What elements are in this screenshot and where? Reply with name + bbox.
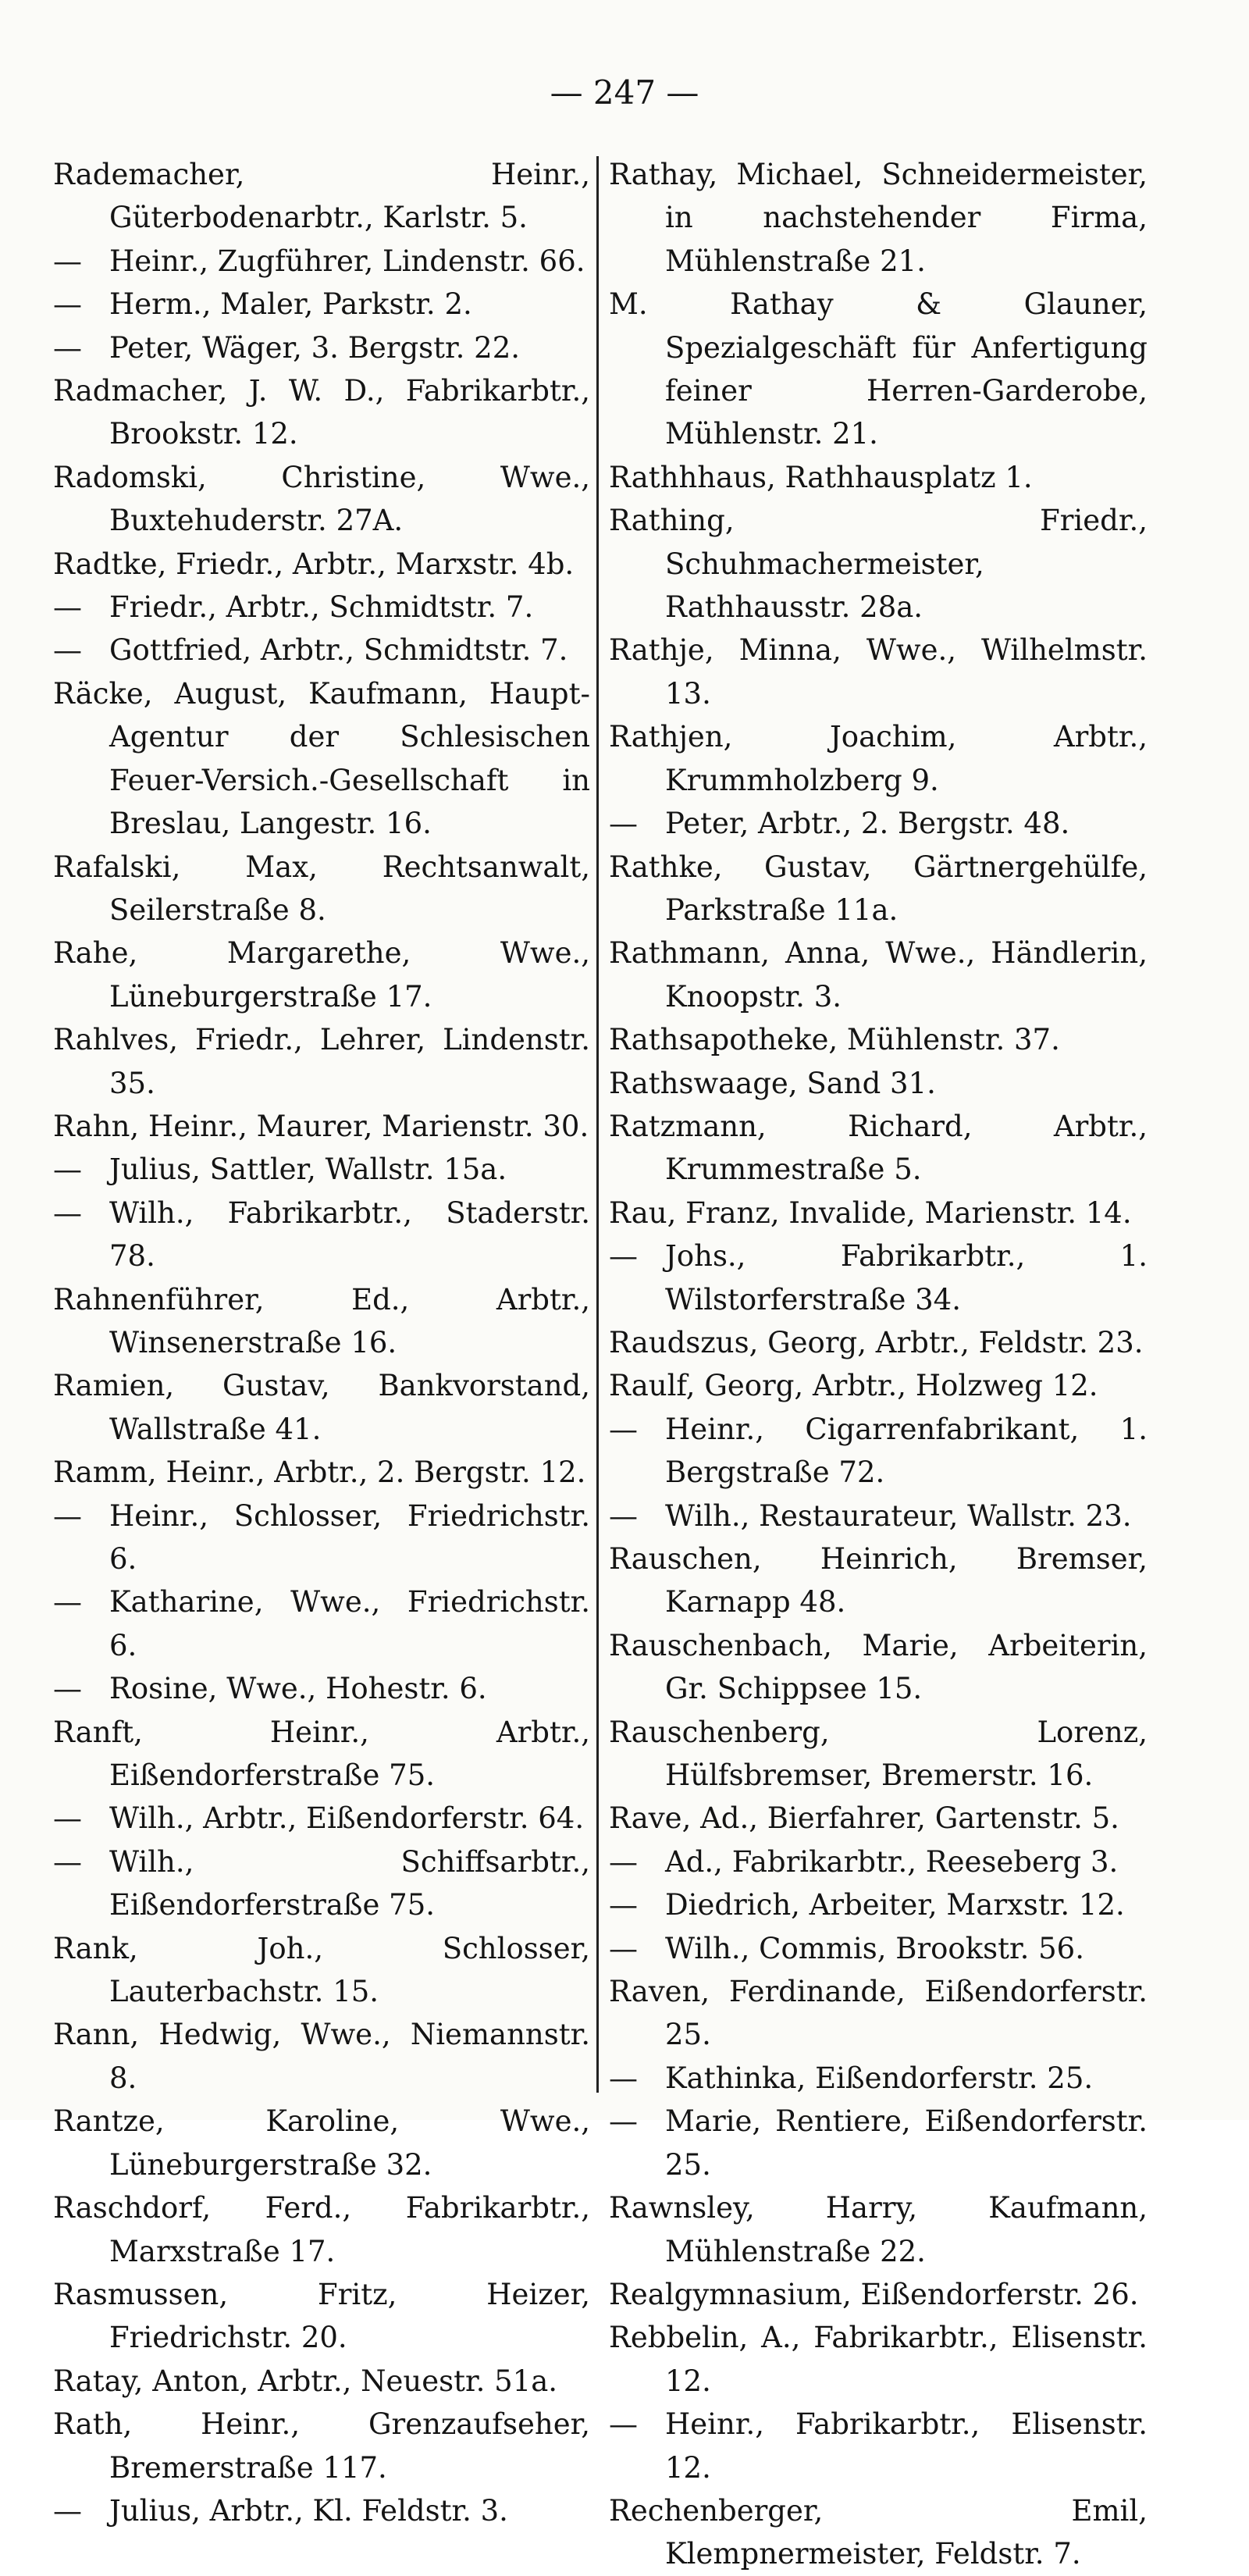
entry-text: Rademacher, Heinr., Güterbodenarbtr., Karlstr. 5. [53, 158, 590, 235]
directory-entry [609, 2316, 1148, 2403]
repeat-dash: — [53, 1498, 82, 1533]
directory-entry [609, 1970, 1148, 2057]
repeat-dash: — [609, 1412, 638, 1446]
directory-entry [53, 543, 590, 586]
directory-entry [609, 1711, 1148, 1797]
entry-text: Ratay, Anton, Arbtr., Neuestr. 51a. [53, 2364, 558, 2398]
entry-text: Katharine, Wwe., Friedrichstr. 6. [109, 1585, 590, 1662]
repeat-dash: — [609, 807, 638, 841]
right-column [609, 153, 1148, 2576]
repeat-dash: — [53, 590, 82, 625]
entry-text: Rathsapotheke, Mühlenstr. 37. [609, 1023, 1060, 1057]
entry-text: Julius, Arbtr., Kl. Feldstr. 3. [109, 2493, 508, 2528]
directory-entry [53, 2100, 590, 2186]
entry-text: Gottfried, Arbtr., Schmidtstr. 7. [109, 633, 568, 668]
repeat-dash: — [609, 1931, 638, 1965]
entry-text: Diedrich, Arbeiter, Marxstr. 12. [665, 1888, 1125, 1922]
repeat-dash: — [53, 1844, 82, 1879]
entry-text: Rathjen, Joachim, Arbtr., Krummholzberg 9. [609, 720, 1148, 797]
entry-text: Wilh., Commis, Brookstr. 56. [665, 1931, 1084, 1965]
directory-entry [609, 1062, 1148, 1105]
repeat-dash: — [609, 2407, 638, 2442]
repeat-dash: — [609, 1888, 638, 1922]
entry-text: Raulf, Georg, Arbtr., Holzweg 12. [609, 1369, 1098, 1403]
directory-sub-entry [53, 283, 590, 326]
entry-text: Rathing, Friedr., Schuhmachermeister, Rathhausstr. 28a. [609, 504, 1148, 625]
entry-text: Rathswaage, Sand 31. [609, 1066, 936, 1100]
entry-text: Johs., Fabrikarbtr., 1. Wilstorferstraße 34. [665, 1239, 1148, 1317]
entry-text: Rann, Hedwig, Wwe., Niemannstr. 8. [53, 2018, 590, 2095]
directory-sub-entry [53, 1667, 590, 1710]
directory-entry [609, 846, 1148, 932]
entry-text: Rauschenberg, Lorenz, Hülfsbremser, Bremerstr. 16. [609, 1715, 1148, 1793]
directory-entry [609, 456, 1148, 499]
entry-text: Friedr., Arbtr., Schmidtstr. 7. [109, 590, 534, 625]
repeat-dash: — [609, 1844, 638, 1879]
entry-text: Rauschenbach, Marie, Arbeiterin, Gr. Schippsee 15. [609, 1628, 1148, 1706]
entry-text: Kathinka, Eißendorferstr. 25. [665, 2061, 1094, 2095]
entry-text: Ratzmann, Richard, Arbtr., Krummestraße 5. [609, 1109, 1148, 1187]
entry-text: Marie, Rentiere, Eißendorferstr. 25. [665, 2104, 1148, 2182]
entry-text: Rathke, Gustav, Gärtnergehülfe, Parkstraße 11a. [609, 850, 1148, 927]
directory-sub-entry [53, 1840, 590, 1927]
entry-text: Rahn, Heinr., Maurer, Marienstr. 30. [53, 1109, 589, 1143]
repeat-dash: — [53, 1153, 82, 1187]
entry-text: Rebbelin, A., Fabrikarbtr., Elisenstr. 12. [609, 2321, 1148, 2398]
entry-text: Heinr., Cigarrenfabrikant, 1. Bergstraße 72. [665, 1412, 1148, 1490]
directory-entry [609, 715, 1148, 802]
directory-sub-entry [609, 1840, 1148, 1883]
entry-text: Heinr., Schlosser, Friedrichstr. 6. [109, 1498, 590, 1576]
directory-sub-entry [609, 2100, 1148, 2186]
directory-entry [609, 1797, 1148, 1840]
repeat-dash: — [53, 244, 82, 278]
entry-text: Radtke, Friedr., Arbtr., Marxstr. 4b. [53, 547, 575, 581]
entry-text: Raudszus, Georg, Arbtr., Feldstr. 23. [609, 1325, 1144, 1359]
directory-entry [53, 1105, 590, 1148]
entry-text: Ad., Fabrikarbtr., Reeseberg 3. [665, 1844, 1119, 1879]
entry-text: Rathay, Michael, Schneidermeister, in nachstehender Firma, Mühlenstraße 21. [609, 158, 1148, 278]
directory-sub-entry [609, 1235, 1148, 1321]
directory-entry [53, 2403, 590, 2489]
entry-text: Ramm, Heinr., Arbtr., 2. Bergstr. 12. [53, 1455, 586, 1490]
entry-text: Ramien, Gustav, Bankvorstand, Wallstraße 41. [53, 1369, 590, 1446]
entry-text: Rauschen, Heinrich, Bremser, Karnapp 48. [609, 1542, 1148, 1619]
directory-entry [53, 1711, 590, 1797]
directory-entry [53, 932, 590, 1018]
directory-sub-entry [53, 1495, 590, 1581]
directory-entry [53, 1278, 590, 1365]
entry-text: Julius, Sattler, Wallstr. 15a. [109, 1153, 507, 1187]
repeat-dash: — [53, 330, 82, 365]
directory-sub-entry [609, 1883, 1148, 1926]
directory-entry [609, 1537, 1148, 1624]
entry-text: Rahe, Margarethe, Wwe., Lüneburgerstraße 17. [53, 936, 590, 1014]
entry-text: Rahnenführer, Ed., Arbtr., Winsenerstraße 16. [53, 1282, 590, 1359]
directory-sub-entry [53, 586, 590, 629]
entry-text: Rantze, Karoline, Wwe., Lüneburgerstraße 32. [53, 2104, 590, 2182]
entry-text: Rave, Ad., Bierfahrer, Gartenstr. 5. [609, 1801, 1119, 1836]
entry-text: Wilh., Restaurateur, Wallstr. 23. [665, 1498, 1132, 1533]
directory-sub-entry [609, 1495, 1148, 1537]
directory-sub-entry [53, 240, 590, 283]
directory-entry [609, 153, 1148, 283]
entry-text: Räcke, August, Kaufmann, Haupt-Agentur der Schlesischen Feuer-Versich.-Gesellschaft in Breslau, Langestr. 16. [53, 676, 590, 841]
entry-text: Raven, Ferdinande, Eißendorferstr. 25. [609, 1975, 1148, 2052]
entry-text: Wilh., Schiffsarbtr., Eißendorferstraße 75. [109, 1844, 590, 1922]
directory-sub-entry [53, 1580, 590, 1667]
directory-entry [53, 672, 590, 846]
entry-text: Rafalski, Max, Rechtsanwalt, Seilerstraße 8. [53, 850, 590, 927]
entry-text: Rawnsley, Harry, Kaufmann, Mühlenstraße 22. [609, 2191, 1148, 2268]
repeat-dash: — [609, 1239, 638, 1274]
directory-entry [609, 1018, 1148, 1061]
directory-sub-entry [53, 1192, 590, 1278]
directory-entry [53, 456, 590, 543]
directory-entry [609, 499, 1148, 629]
repeat-dash: — [53, 1195, 82, 1230]
directory-sub-entry [53, 2489, 590, 2532]
directory-entry [53, 2013, 590, 2100]
directory-entry [53, 2186, 590, 2273]
entry-text: Ranft, Heinr., Arbtr., Eißendorferstraße 75. [53, 1715, 590, 1793]
directory-entry [609, 629, 1148, 715]
repeat-dash: — [609, 2104, 638, 2139]
directory-sub-entry [53, 1797, 590, 1840]
directory-entry [53, 1927, 590, 2014]
directory-entry [609, 1105, 1148, 1192]
entry-text: Radomski, Christine, Wwe., Buxtehuderstr. 27A. [53, 460, 590, 538]
entry-text: Herm., Maler, Parkstr. 2. [109, 287, 472, 322]
entry-text: Rahlves, Friedr., Lehrer, Lindenstr. 35. [53, 1023, 590, 1100]
entry-text: Rathmann, Anna, Wwe., Händlerin, Knoopstr. 3. [609, 936, 1148, 1014]
directory-sub-entry [53, 326, 590, 369]
entry-text: Rathje, Minna, Wwe., Wilhelmstr. 13. [609, 633, 1148, 711]
directory-entry [609, 2273, 1148, 2316]
directory-entry [53, 2273, 590, 2360]
repeat-dash: — [609, 1498, 638, 1533]
directory-sub-entry [609, 1927, 1148, 1970]
directory-entry [53, 369, 590, 456]
directory-entry [53, 846, 590, 932]
directory-entry [53, 153, 590, 240]
directory-sub-entry [53, 1148, 590, 1191]
directory-sub-entry [609, 2403, 1148, 2489]
entry-text: Rank, Joh., Schlosser, Lauterbachstr. 15. [53, 1931, 590, 2009]
directory-entry [53, 1018, 590, 1105]
directory-entry [609, 2489, 1148, 2576]
page-number: — 247 — [550, 73, 699, 112]
entry-text: Rath, Heinr., Grenzaufseher, Bremerstraße 117. [53, 2407, 590, 2485]
entry-text: Rasmussen, Fritz, Heizer, Friedrichstr. 20. [53, 2277, 590, 2355]
entry-text: Wilh., Arbtr., Eißendorferstr. 64. [109, 1801, 585, 1836]
directory-entry [609, 932, 1148, 1018]
repeat-dash: — [53, 1585, 82, 1619]
repeat-dash: — [53, 2493, 82, 2528]
directory-entry [609, 1624, 1148, 1711]
directory-entry [609, 1321, 1148, 1364]
directory-sub-entry [609, 1408, 1148, 1495]
entry-text: Heinr., Fabrikarbtr., Elisenstr. 12. [665, 2407, 1148, 2485]
directory-sub-entry [609, 802, 1148, 845]
directory-entry [609, 1364, 1148, 1407]
entry-text: Realgymnasium, Eißendorferstr. 26. [609, 2277, 1139, 2311]
column-divider [596, 156, 599, 2093]
entry-text: Peter, Arbtr., 2. Bergstr. 48. [665, 807, 1070, 841]
entry-text: Rosine, Wwe., Hohestr. 6. [109, 1672, 487, 1706]
repeat-dash: — [53, 287, 82, 322]
directory-entry [609, 283, 1148, 456]
entry-text: Heinr., Zugführer, Lindenstr. 66. [109, 244, 585, 278]
entry-text: Raschdorf, Ferd., Fabrikarbtr., Marxstraße 17. [53, 2191, 590, 2268]
entry-text: Wilh., Fabrikarbtr., Staderstr. 78. [109, 1195, 590, 1274]
directory-sub-entry [53, 629, 590, 672]
repeat-dash: — [609, 2061, 638, 2095]
directory-entry [53, 1451, 590, 1494]
directory-sub-entry [609, 2057, 1148, 2100]
entry-text: Radmacher, J. W. D., Fabrikarbtr., Brookstr. 12. [53, 374, 590, 451]
repeat-dash: — [53, 633, 82, 668]
entry-text: Peter, Wäger, 3. Bergstr. 22. [109, 330, 521, 365]
repeat-dash: — [53, 1801, 82, 1836]
entry-text: Rathhhaus, Rathhausplatz 1. [609, 460, 1033, 494]
directory-entry [53, 1364, 590, 1451]
entry-text: Rau, Franz, Invalide, Marienstr. 14. [609, 1195, 1132, 1230]
directory-entry [609, 1192, 1148, 1235]
left-column [53, 153, 590, 2532]
entry-text: M. Rathay & Glauner, Spezialgeschäft für Anfertigung feiner Herren-Garderobe, Mühlenstr. 21. [609, 287, 1148, 451]
directory-entry [609, 2186, 1148, 2273]
repeat-dash: — [53, 1672, 82, 1706]
entry-text: Rechenberger, Emil, Klempnermeister, Feldstr. 7. [609, 2493, 1148, 2571]
directory-entry [53, 2360, 590, 2403]
